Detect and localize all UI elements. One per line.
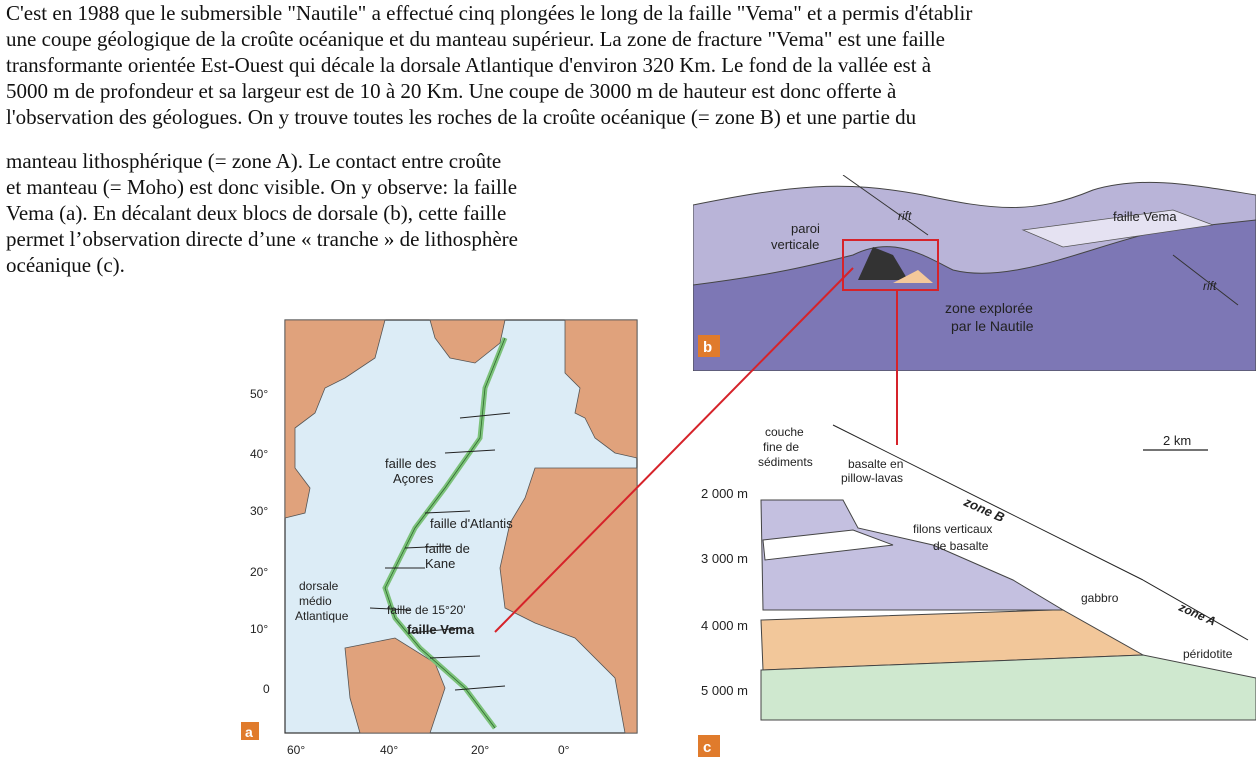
text-line-2: une coupe géologique de la croûte océanique et du manteau supérieur. La zone de fracture "Vema" est une faille — [6, 27, 945, 51]
label-filons: filons verticaux de basalte — [913, 522, 993, 553]
depth-4000: 4 000 m — [701, 618, 748, 633]
text-line-5: l'observation des géologues. On y trouve toutes les roches de la croûte océanique (= zone B) et une partie du — [6, 105, 917, 129]
badge-c-label: c — [703, 739, 712, 756]
label-rift-1: rift — [898, 209, 912, 223]
label-zone-b: zone B — [961, 494, 1007, 526]
lon-tick-40: 40° — [380, 743, 399, 757]
label-faille-atlantis: faille d'Atlantis — [430, 516, 513, 531]
text-line-1: C'est en 1988 que le submersible "Nautile" a effectué cinq plongées le long de la faille "Vema" et a permis d'établir — [6, 1, 973, 25]
label-rift-2: rift — [1203, 279, 1217, 293]
scale-label: 2 km — [1163, 433, 1192, 448]
lat-tick-20: 20° — [250, 565, 269, 579]
lon-tick-60: 60° — [287, 743, 306, 757]
lat-tick-10: 10° — [250, 622, 269, 636]
text-line-9: permet l’observation directe d’une « tranche » de lithosphère — [6, 227, 518, 251]
label-zone-exploree: zone explorée par le Nautile — [945, 300, 1034, 334]
lat-tick-0: 0 — [263, 682, 270, 696]
text-line-10: océanique (c). — [6, 253, 125, 277]
depth-5000: 5 000 m — [701, 683, 748, 698]
label-paroi: paroi verticale — [771, 221, 820, 252]
badge-a-label: a — [245, 724, 253, 740]
label-dorsale: dorsale médio Atlantique — [295, 579, 349, 623]
label-zone-a: zone A — [1176, 599, 1219, 629]
label-faille-kane: faille de Kane — [425, 541, 470, 571]
text-line-3: transformante orientée Est-Ouest qui décale la dorsale Atlantique d'environ 320 Km. Le fond de la vallée est à — [6, 53, 932, 77]
lon-tick-20: 20° — [471, 743, 490, 757]
label-faille-vema-b: faille Vema — [1113, 209, 1177, 224]
lat-tick-50: 50° — [250, 387, 269, 401]
badge-b-label: b — [703, 339, 713, 356]
label-faille-1520: faille de 15°20' — [387, 603, 466, 617]
text-line-4: 5000 m de profondeur et sa largeur est de 10 à 20 Km. Une coupe de 3000 m de hauteur est donc offerte à — [6, 79, 897, 103]
text-line-6: manteau lithosphérique (= zone A). Le contact entre croûte — [6, 149, 502, 173]
label-couche: couche fine de sédiments — [758, 425, 813, 469]
lon-tick-0: 0° — [558, 743, 570, 757]
label-faille-acores: faille des Açores — [385, 456, 437, 486]
lat-tick-30: 30° — [250, 504, 269, 518]
text-line-8: Vema (a). En décalant deux blocs de dorsale (b), cette faille — [6, 201, 507, 225]
lat-tick-40: 40° — [250, 447, 269, 461]
text-line-7: et manteau (= Moho) est donc visible. On y observe: la faille — [6, 175, 518, 199]
label-faille-vema: faille Vema — [407, 622, 475, 637]
arrow-map-to-block — [495, 268, 853, 632]
depth-3000: 3 000 m — [701, 551, 748, 566]
depth-2000: 2 000 m — [701, 486, 748, 501]
label-gabbro: gabbro — [1081, 591, 1119, 605]
label-basalte: basalte en pillow-lavas — [841, 457, 904, 485]
label-peridotite: péridotite — [1183, 647, 1233, 661]
